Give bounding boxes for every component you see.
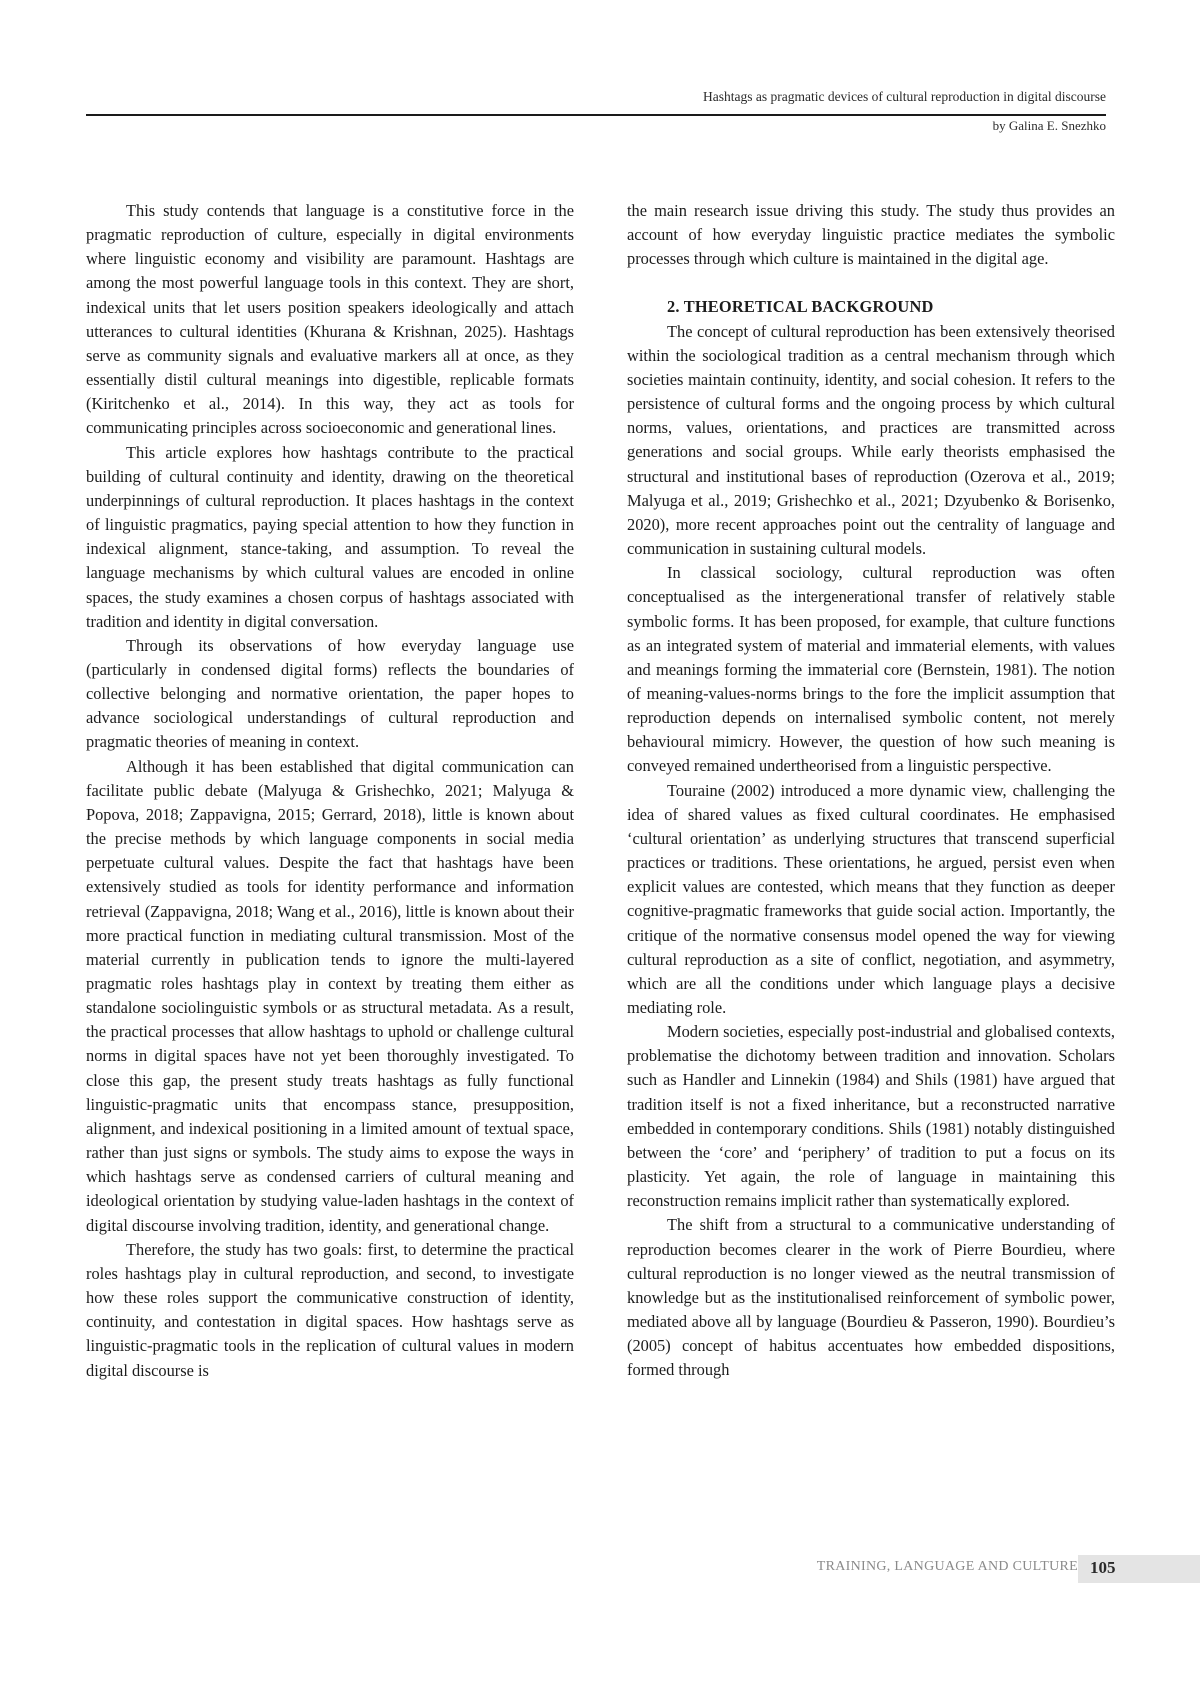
running-author: by Galina E. Snezhko [992,118,1106,133]
left-column [86,199,574,1383]
paragraph: The shift from a structural to a communicative understanding of reproduction becomes clearer in the work of Pierre Bourdieu, where cultural reproduction is no longer viewed as the neutral transmission of knowledge but as the institutionalised reinforcement of symbolic power, mediated above all by language (Bourdieu & Passeron, 1990). Bourdieu’s (2005) concept of habitus accentuates how embedded dispositions, formed through [627,1215,1115,1380]
paragraph: This article explores how hashtags contribute to the practical building of cultural continuity and identity, drawing on the theoretical underpinnings of cultural reproduction. It places hashtags in the context of linguistic pragmatics, paying special attention to how they function in indexical alignment, stance-taking, and assumption. To reveal the language mechanisms by which cultural values are encoded in online spaces, the study examines a chosen corpus of hashtags associated with tradition and identity in digital conversation. [86,442,574,631]
paragraph: Through its observations of how everyday language use (particularly in condensed digital forms) reflects the boundaries of collective belonging and normative orientation, the paper hopes to advance sociological understandings of cultural reproduction and pragmatic theories of meaning in context. [86,635,574,752]
section-heading: 2. THEORETICAL BACKGROUND [667,297,934,317]
header-rule [86,114,1106,116]
paragraph-continuation: the main research issue driving this study. The study thus provides an account of how everyday linguistic practice mediates the symbolic processes through which culture is maintained in the digital age. [627,201,1115,269]
paragraph: This study contends that language is a constitutive force in the pragmatic reproduction of culture, especially in digital environments where linguistic economy and visibility are paramount. Hashtags are among the most powerful language tools in this context. They are short, indexical units that let users position speakers ideologically and attach utterances to cultural identities (Khurana & Krishnan, 2025). Hashtags serve as community signals and evaluative markers all at once, as they essentially distil cultural meanings into digestible, replicable formats (Kiritchenko et al., 2014). In this way, they act as tools for communicating principles across socioeconomic and generational lines. [86,201,574,438]
paragraph: Touraine (2002) introduced a more dynamic view, challenging the idea of shared values as fixed cultural coordinates. He emphasised ‘cultural orientation’ as underlying structures that transcend superficial practices or traditions. These orientations, he argued, persist even when explicit values are contested, which means that they function as deeper cognitive-pragmatic frameworks that guide social action. Importantly, the critique of the normative consensus model opened the way for viewing cultural reproduction as a site of conflict, negotiation, and asymmetry, which are all the conditions under which language plays a decisive mediating role. [627,780,1115,1017]
right-column [627,199,1115,1383]
running-title: Hashtags as pragmatic devices of cultural reproduction in digital discourse [702,89,1106,104]
paragraph: The concept of cultural reproduction has been extensively theorised within the sociological tradition as a central mechanism through which societies maintain continuity, identity, and social cohesion. It refers to the persistence of cultural forms and the ongoing process by which cultural norms, values, orientations, and practices are transmitted across generations and social groups. While early theorists emphasised the structural and institutional bases of reproduction (Ozerova et al., 2019; Malyuga et al., 2019; Grishechko et al., 2021; Dzyubenko & Borisenko, 2020), more recent approaches point out the centrality of language and communication in sustaining cultural models. [627,321,1115,559]
paragraph: In classical sociology, cultural reproduction was often conceptualised as the intergenerational transfer of relatively stable symbolic forms. It has been proposed, for example, that culture functions as an integrated system of material and immaterial elements, with values and meanings forming the immaterial core (Bernstein, 1981). The notion of meaning-values-norms brings to the fore the implicit assumption that reproduction depends on internalised symbolic content, not merely behavioural mimicry. However, the question of how such meaning is conveyed remained undertheorised from a linguistic perspective. [627,563,1115,776]
footer-page-box [1078,1555,1200,1583]
footer-journal-name: TRAINING, LANGUAGE AND CULTURE [816,1559,1078,1574]
paragraph: Modern societies, especially post-industrial and globalised contexts, problematise the dichotomy between tradition and innovation. Scholars such as Handler and Linnekin (1984) and Shils (1981) have argued that tradition itself is not a fixed inheritance, but a reconstructed narrative embedded in contemporary conditions. Shils (1981) notably distinguished between the ‘core’ and ‘periphery’ of tradition to put a focus on its plasticity. Yet again, the role of language in maintaining this reconstruction remains implicit rather than systematically explored. [627,1022,1115,1211]
paragraph: Therefore, the study has two goals: first, to determine the practical roles hashtags play in cultural reproduction, and second, to investigate how these roles support the communicative construction of identity, continuity, and contestation in digital spaces. How hashtags serve as linguistic-pragmatic tools in the replication of cultural values in modern digital discourse is [86,1239,574,1380]
paragraph: Although it has been established that digital communication can facilitate public debate (Malyuga & Grishechko, 2021; Malyuga & Popova, 2018; Zappavigna, 2015; Gerrard, 2018), little is known about the precise methods by which language components in social media perpetuate cultural values. Despite the fact that hashtags have been extensively studied as tools for identity performance and information retrieval (Zappavigna, 2018; Wang et al., 2016), little is known about their more practical function in mediating cultural transmission. Most of the material currently in publication tends to ignore the multi-layered pragmatic roles hashtags play in context by treating them either as standalone sociolinguistic symbols or as structural metadata. As a result, the practical processes that allow hashtags to uphold or challenge cultural norms in digital spaces have not yet been thoroughly investigated. To close this gap, the present study treats hashtags as fully functional linguistic-pragmatic units that encompass stance, presupposition, alignment, and indexical positioning in a limited amount of textual space, rather than just signs or symbols. The study aims to expose the ways in which hashtags serve as condensed carriers of cultural meaning and ideological orientation by studying value-laden hashtags in the context of digital discourse involving tradition, identity, and generational change. [86,756,574,1235]
page-number: 105 [1090,1558,1116,1577]
